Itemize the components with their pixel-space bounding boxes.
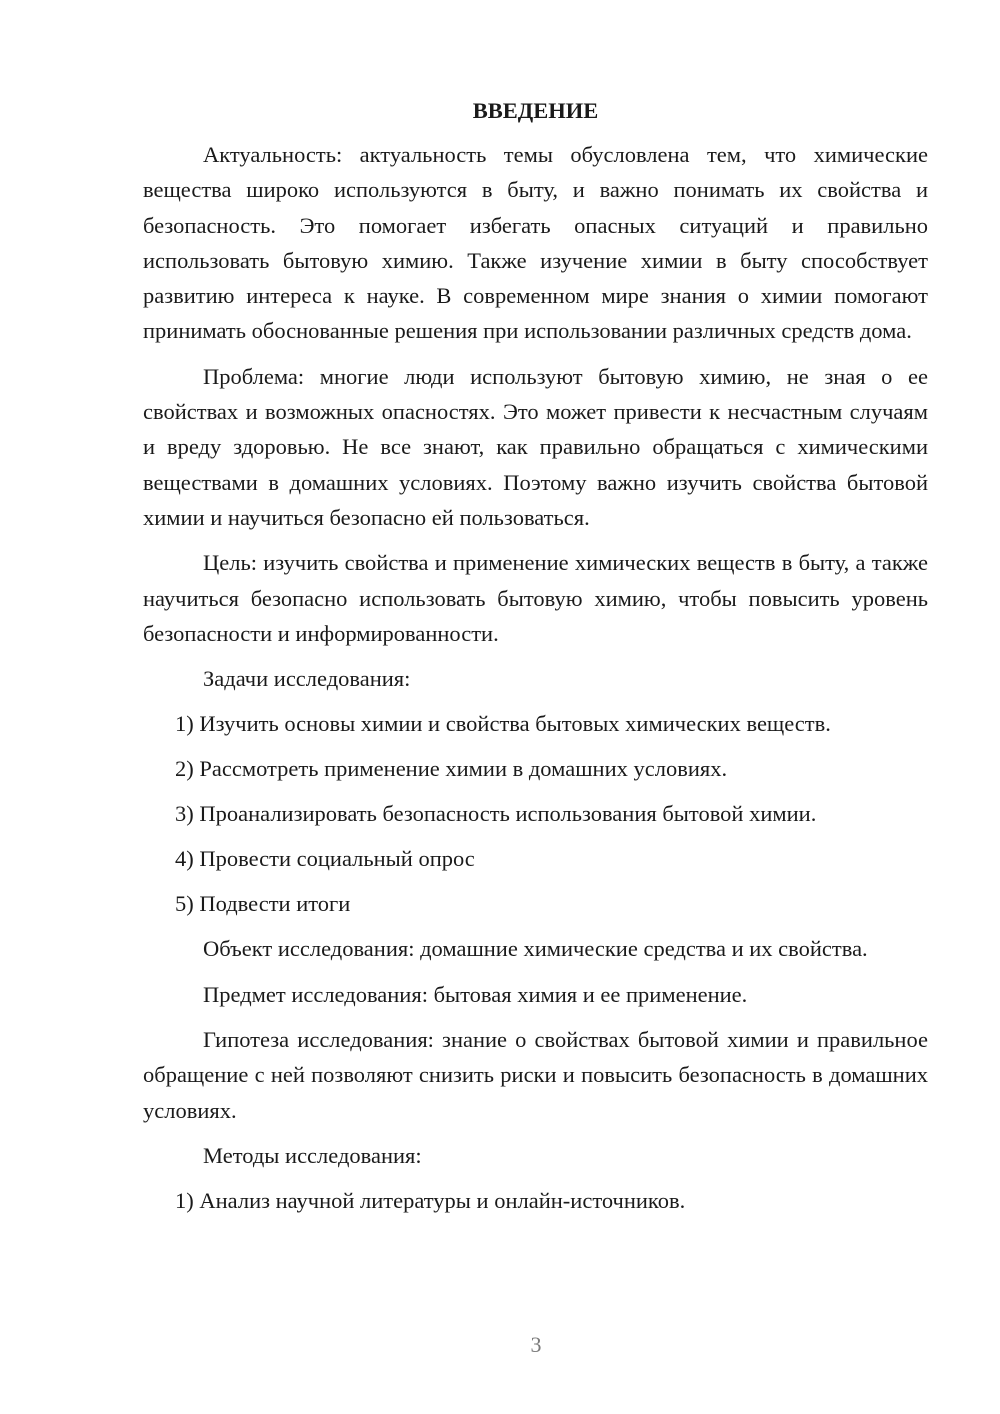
paragraph-hypothesis: Гипотеза исследования: знание о свойствах бытовой химии и правильное обращение с ней позволяют снизить риски и повысить безопасность в домашних условиях.: [143, 1027, 928, 1123]
list-item: 1) Анализ научной литературы и онлайн-источников.: [175, 1188, 686, 1214]
list-item: 1) Изучить основы химии и свойства бытовых химических веществ.: [175, 711, 831, 737]
methods-list: [143, 1183, 928, 1218]
paragraph-relevance: Актуальность: актуальность темы обусловлена тем, что химические вещества широко используются в быту, и важно понимать их свойства и безопасность. Это помогает избегать опасных ситуаций и правильно использовать бытовую химию. Также изучение химии в быту способствует развитию интереса к науке. В современном мире знания о химии помогают принимать обоснованные решения при использовании различных средств дома.: [143, 142, 928, 344]
section-title: ВВЕДЕНИЕ: [472, 98, 599, 123]
tasks-list: [143, 706, 928, 921]
list-item: 2) Рассмотреть применение химии в домашних условиях.: [175, 756, 728, 782]
list-item: 3) Проанализировать безопасность использования бытовой химии.: [175, 801, 817, 827]
methods-heading: Методы исследования:: [203, 1142, 422, 1168]
list-item: 4) Провести социальный опрос: [175, 846, 475, 872]
paragraph-object: Объект исследования: домашние химические средства и их свойства.: [203, 936, 868, 962]
page-number: 3: [530, 1332, 542, 1357]
paragraph-goal: Цель: изучить свойства и применение химических веществ в быту, а также научиться безопасно использовать бытовую химию, чтобы повысить уровень безопасности и информированности.: [143, 550, 928, 646]
paragraph-subject: Предмет исследования: бытовая химия и ее применение.: [203, 981, 748, 1007]
page-content: [143, 95, 928, 1228]
tasks-heading: Задачи исследования:: [203, 666, 411, 692]
list-item: 5) Подвести итоги: [175, 891, 351, 917]
paragraph-problem: Проблема: многие люди используют бытовую химию, не зная о ее свойствах и возможных опасностях. Это может привести к несчастным случаям и вреду здоровью. Не все знают, как правильно обращаться с химическими веществами в домашних условиях. Поэтому важно изучить свойства бытовой химии и научиться безопасно ей пользоваться.: [143, 363, 928, 530]
